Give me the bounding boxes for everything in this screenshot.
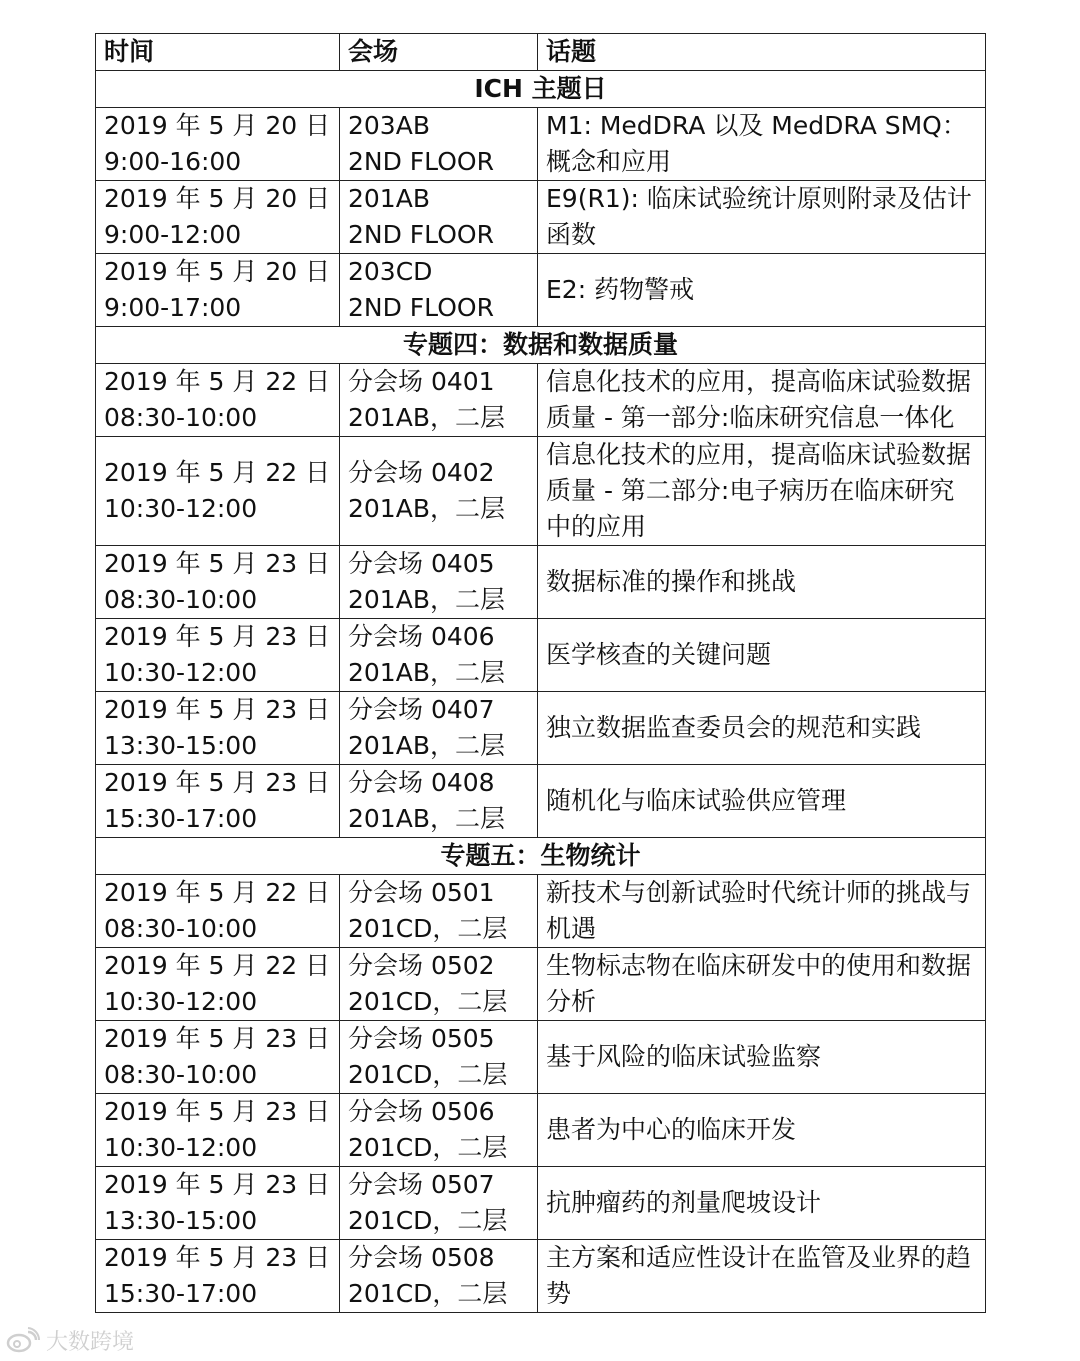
venue-cell (340, 1094, 538, 1167)
venue-cell (340, 364, 538, 437)
topic-cell (538, 437, 986, 546)
venue-room-text: 201AB，二层 (348, 658, 505, 687)
table-row (96, 181, 986, 254)
topic-cell (538, 765, 986, 838)
table-row (96, 692, 986, 765)
topic-text: 独立数据监查委员会的规范和实践 (546, 713, 922, 742)
venue-cell (340, 181, 538, 254)
time-range-text: 9:00-17:00 (104, 293, 242, 322)
venue-session-text: 分会场 0406 (348, 622, 495, 651)
venue-room-text: 2ND FLOOR (348, 220, 494, 249)
section-title: 专题五：生物统计 (96, 838, 986, 875)
date-text: 2019 年 5 月 23 日 (104, 1024, 331, 1053)
topic-cell (538, 108, 986, 181)
venue-session-text: 分会场 0501 (348, 878, 495, 907)
venue-session-text: 分会场 0507 (348, 1170, 495, 1199)
venue-room-text: 2ND FLOOR (348, 293, 494, 322)
table-row (96, 1167, 986, 1240)
venue-room-text: 201AB，二层 (348, 585, 505, 614)
time-range-text: 10:30-12:00 (104, 658, 258, 687)
date-text: 2019 年 5 月 23 日 (104, 622, 331, 651)
time-range-text: 10:30-12:00 (104, 987, 258, 1016)
topic-cell (538, 254, 986, 327)
venue-room-text: 201CD，二层 (348, 1206, 508, 1235)
topic-text: 生物标志物在临床研发中的使用和数据分析 (546, 951, 972, 1016)
table-row (96, 364, 986, 437)
time-cell (96, 437, 340, 546)
section-title: ICH 主题日 (96, 71, 986, 108)
time-cell (96, 546, 340, 619)
venue-cell (340, 619, 538, 692)
date-text: 2019 年 5 月 22 日 (104, 878, 331, 907)
date-text: 2019 年 5 月 23 日 (104, 768, 331, 797)
table-row (96, 765, 986, 838)
time-range-text: 08:30-10:00 (104, 585, 258, 614)
topic-cell (538, 875, 986, 948)
time-cell (96, 948, 340, 1021)
venue-session-text: 分会场 0502 (348, 951, 495, 980)
venue-session-text: 分会场 0407 (348, 695, 495, 724)
date-text: 2019 年 5 月 20 日 (104, 257, 331, 286)
time-range-text: 08:30-10:00 (104, 1060, 258, 1089)
topic-text: 抗肿瘤药的剂量爬坡设计 (546, 1188, 822, 1217)
venue-room-text: 201CD，二层 (348, 987, 508, 1016)
topic-text: 新技术与创新试验时代统计师的挑战与机遇 (546, 878, 972, 943)
venue-room-text: 201AB，二层 (348, 403, 505, 432)
venue-room-text: 201CD，二层 (348, 914, 508, 943)
topic-text: 数据标准的操作和挑战 (546, 567, 797, 596)
topic-text: 患者为中心的临床开发 (546, 1115, 797, 1144)
table-row (96, 875, 986, 948)
date-text: 2019 年 5 月 20 日 (104, 184, 331, 213)
venue-session-text: 203AB (348, 111, 430, 140)
venue-cell (340, 875, 538, 948)
time-range-text: 13:30-15:00 (104, 731, 258, 760)
time-cell (96, 181, 340, 254)
venue-session-text: 分会场 0508 (348, 1243, 495, 1272)
header-time: 时间 (96, 34, 340, 71)
watermark (6, 1322, 134, 1358)
time-cell (96, 108, 340, 181)
venue-cell (340, 692, 538, 765)
table-row (96, 1021, 986, 1094)
time-range-text: 08:30-10:00 (104, 914, 258, 943)
topic-text: 医学核查的关键问题 (546, 640, 772, 669)
schedule-table (95, 33, 986, 1313)
time-range-text: 15:30-17:00 (104, 804, 258, 833)
venue-session-text: 分会场 0408 (348, 768, 495, 797)
time-range-text: 9:00-16:00 (104, 147, 242, 176)
venue-room-text: 201AB，二层 (348, 804, 505, 833)
venue-session-text: 分会场 0402 (348, 458, 495, 487)
topic-cell (538, 364, 986, 437)
venue-cell (340, 254, 538, 327)
date-text: 2019 年 5 月 20 日 (104, 111, 331, 140)
date-text: 2019 年 5 月 22 日 (104, 458, 331, 487)
time-cell (96, 1021, 340, 1094)
venue-session-text: 201AB (348, 184, 430, 213)
table-row (96, 437, 986, 546)
topic-text: 基于风险的临床试验监察 (546, 1042, 822, 1071)
time-cell (96, 364, 340, 437)
watermark-text: 大数跨境 (46, 1329, 135, 1355)
time-cell (96, 875, 340, 948)
time-range-text: 10:30-12:00 (104, 1133, 258, 1162)
header-venue: 会场 (340, 34, 538, 71)
topic-cell (538, 619, 986, 692)
table-row (96, 948, 986, 1021)
header-topic: 话题 (538, 34, 986, 71)
table-row (96, 1240, 986, 1313)
venue-session-text: 分会场 0505 (348, 1024, 495, 1053)
date-text: 2019 年 5 月 22 日 (104, 367, 331, 396)
topic-text: 随机化与临床试验供应管理 (546, 786, 847, 815)
topic-text: E2: 药物警戒 (546, 275, 695, 304)
topic-cell (538, 948, 986, 1021)
date-text: 2019 年 5 月 23 日 (104, 1097, 331, 1126)
section-title: 专题四：数据和数据质量 (96, 327, 986, 364)
venue-session-text: 分会场 0401 (348, 367, 495, 396)
venue-session-text: 分会场 0506 (348, 1097, 495, 1126)
topic-cell (538, 1167, 986, 1240)
date-text: 2019 年 5 月 23 日 (104, 1243, 331, 1272)
time-range-text: 08:30-10:00 (104, 403, 258, 432)
topic-cell (538, 1021, 986, 1094)
date-text: 2019 年 5 月 23 日 (104, 1170, 331, 1199)
table-row (96, 546, 986, 619)
time-range-text: 13:30-15:00 (104, 1206, 258, 1235)
venue-session-text: 203CD (348, 257, 433, 286)
section-header-row (96, 327, 986, 364)
time-range-text: 9:00-12:00 (104, 220, 242, 249)
header-row (96, 34, 986, 71)
venue-cell (340, 1021, 538, 1094)
venue-room-text: 201CD，二层 (348, 1133, 508, 1162)
time-cell (96, 765, 340, 838)
time-cell (96, 1094, 340, 1167)
venue-session-text: 分会场 0405 (348, 549, 495, 578)
weibo-logo-icon (6, 1327, 40, 1353)
topic-text: 信息化技术的应用，提高临床试验数据质量 - 第二部分:电子病历在临床研究中的应用 (546, 440, 972, 541)
time-cell (96, 619, 340, 692)
time-range-text: 10:30-12:00 (104, 494, 258, 523)
venue-cell (340, 1240, 538, 1313)
date-text: 2019 年 5 月 23 日 (104, 695, 331, 724)
topic-text: E9(R1): 临床试验统计原则附录及估计函数 (546, 184, 972, 249)
venue-cell (340, 948, 538, 1021)
venue-cell (340, 546, 538, 619)
topic-cell (538, 692, 986, 765)
venue-room-text: 201CD，二层 (348, 1279, 508, 1308)
venue-room-text: 201AB，二层 (348, 494, 505, 523)
venue-cell (340, 437, 538, 546)
section-header-row (96, 71, 986, 108)
topic-cell (538, 1094, 986, 1167)
venue-room-text: 201AB，二层 (348, 731, 505, 760)
topic-text: 主方案和适应性设计在监管及业界的趋势 (546, 1243, 972, 1308)
time-cell (96, 1240, 340, 1313)
table-row (96, 1094, 986, 1167)
topic-text: M1: MedDRA 以及 MedDRA SMQ：概念和应用 (546, 111, 967, 176)
time-cell (96, 1167, 340, 1240)
date-text: 2019 年 5 月 22 日 (104, 951, 331, 980)
time-range-text: 15:30-17:00 (104, 1279, 258, 1308)
venue-cell (340, 108, 538, 181)
topic-cell (538, 181, 986, 254)
topic-cell (538, 1240, 986, 1313)
venue-cell (340, 765, 538, 838)
venue-cell (340, 1167, 538, 1240)
time-cell (96, 692, 340, 765)
venue-room-text: 2ND FLOOR (348, 147, 494, 176)
topic-text: 信息化技术的应用，提高临床试验数据质量 - 第一部分:临床研究信息一体化 (546, 367, 972, 432)
time-cell (96, 254, 340, 327)
table-row (96, 254, 986, 327)
table-row (96, 108, 986, 181)
venue-room-text: 201CD，二层 (348, 1060, 508, 1089)
section-header-row (96, 838, 986, 875)
date-text: 2019 年 5 月 23 日 (104, 549, 331, 578)
topic-cell (538, 546, 986, 619)
table-row (96, 619, 986, 692)
